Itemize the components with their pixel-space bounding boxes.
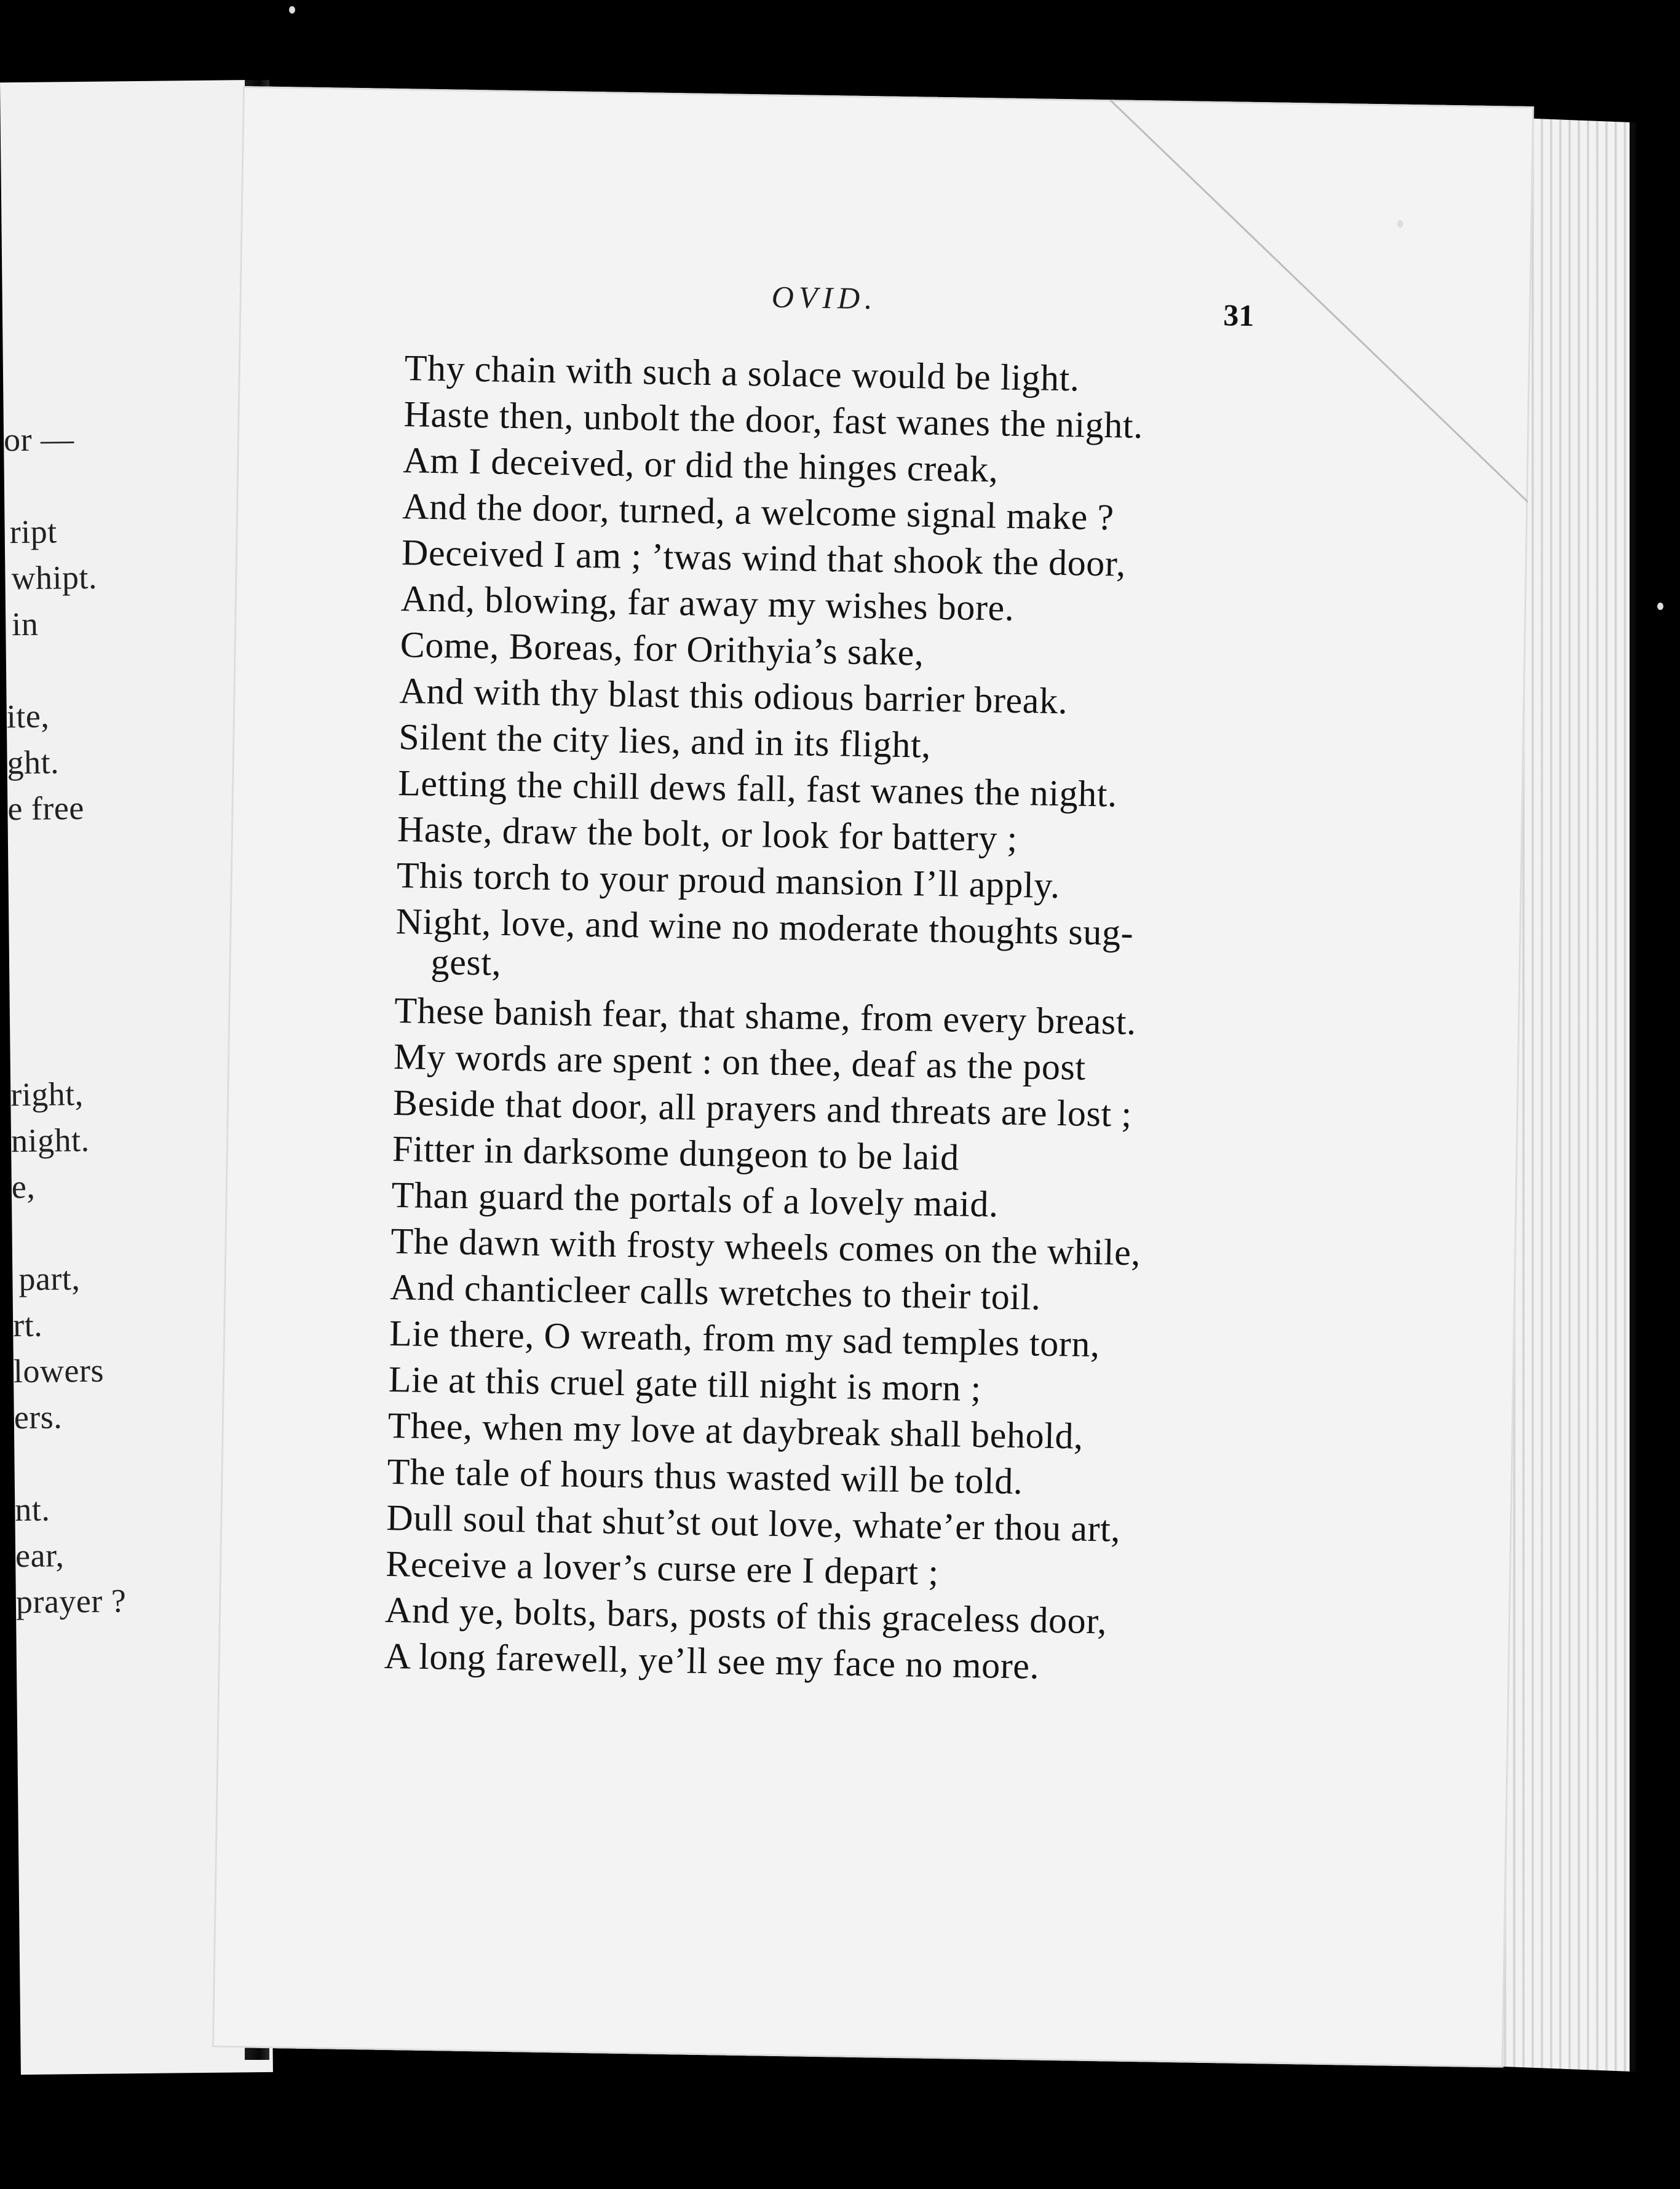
- scan-speck: [1657, 603, 1663, 610]
- left-line: ers.: [14, 1398, 63, 1436]
- poem-line: Letting the chill dews fall, fast wanes the night.: [397, 762, 1118, 815]
- poem-line: Beside that door, all prayers and threats are lost ;: [392, 1082, 1133, 1134]
- scan-speck: [289, 6, 295, 14]
- left-line: rt.: [12, 1306, 43, 1344]
- left-line: lowers: [13, 1352, 105, 1390]
- poem-line: The tale of hours thus wasted will be told.: [387, 1451, 1023, 1502]
- poem-line: Haste, draw the bolt, or look for battery ;: [397, 809, 1018, 859]
- running-head: OVID.: [771, 279, 878, 316]
- poem-line: And ye, bolts, bars, posts of this graceless door,: [384, 1589, 1107, 1642]
- poem-line: My words are spent : on thee, deaf as the post: [393, 1036, 1087, 1088]
- poem-line: Deceived I am ; ’twas wind that shook the door,: [401, 532, 1127, 584]
- page-fold-crease: [1090, 86, 1534, 552]
- left-line: nt.: [15, 1490, 50, 1529]
- left-line: e,: [11, 1168, 36, 1206]
- page-number: 31: [1222, 298, 1254, 333]
- poem-line: Thy chain with such a solace would be light.: [404, 347, 1080, 399]
- poem-line: Than guard the portals of a lovely maid.: [391, 1174, 999, 1225]
- poem-line: Thee, when my love at daybreak shall behold,: [387, 1404, 1084, 1457]
- poem-line: Silent the city lies, and in its flight,: [398, 716, 932, 766]
- poem-line: Lie there, O wreath, from my sad temples torn,: [389, 1312, 1101, 1365]
- left-line: or —: [3, 421, 74, 459]
- poem-line: The dawn with frosty wheels comes on the while,: [390, 1221, 1141, 1273]
- poem-line: Night, love, and wine no moderate thoughts sug-: [395, 901, 1134, 953]
- poem-line: Haste then, unbolt the door, fast wanes the night.: [403, 394, 1144, 446]
- left-line: ript: [9, 513, 57, 551]
- left-line: night.: [10, 1121, 90, 1160]
- poem-line: And chanticleer calls wretches to their toil.: [389, 1267, 1042, 1318]
- left-line: part,: [18, 1260, 81, 1298]
- poem-line: And, blowing, far away my wishes bore.: [400, 578, 1015, 628]
- poem-line: And the door, turned, a welcome signal make ?: [402, 486, 1115, 538]
- left-line: right,: [10, 1075, 84, 1114]
- poem-line: A long farewell, ye’ll see my face no more.: [384, 1635, 1040, 1687]
- left-line: whipt.: [11, 558, 98, 597]
- left-line: ear,: [15, 1537, 65, 1575]
- poem-line: Dull soul that shut’st out love, whate’er thou art,: [386, 1497, 1121, 1550]
- right-page: [212, 86, 1534, 2068]
- scan-speck: [1397, 220, 1403, 228]
- poem-line: These banish fear, that shame, from every breast.: [394, 990, 1137, 1043]
- poem-line: Receive a lover’s curse ere I depart ;: [385, 1543, 940, 1593]
- poem-line: Am I deceived, or did the hinges creak,: [402, 440, 999, 490]
- poem-line: And with thy blast this odious barrier break.: [399, 670, 1068, 722]
- left-line: ght.: [7, 743, 60, 782]
- left-line: prayer ?: [15, 1582, 127, 1621]
- poem-line: Come, Boreas, for Orithyia’s sake,: [400, 624, 925, 673]
- left-line: in: [11, 605, 39, 643]
- left-line: ite,: [6, 697, 50, 735]
- poem-line: This torch to your proud mansion I’ll apply.: [396, 855, 1061, 906]
- poem-line-continuation: gest,: [430, 941, 502, 983]
- left-line: e free: [7, 789, 85, 828]
- poem-line: Fitter in darksome dungeon to be laid: [392, 1128, 960, 1178]
- poem-line: Lie at this cruel gate till night is morn ;: [388, 1358, 982, 1409]
